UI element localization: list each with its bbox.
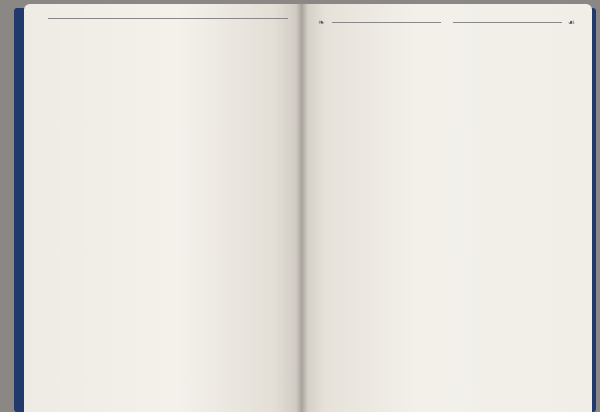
right-running-header bbox=[318, 18, 576, 27]
left-running-header bbox=[42, 18, 288, 19]
left-header-rule bbox=[48, 18, 288, 19]
left-ornament-icon: ❧ bbox=[318, 18, 326, 27]
right-header-rule-left bbox=[332, 22, 441, 23]
page-gutter-shadow bbox=[296, 4, 308, 412]
right-header-rule-right bbox=[453, 22, 562, 23]
left-page bbox=[24, 4, 302, 412]
right-page bbox=[302, 4, 592, 412]
right-ornament-icon: ☙ bbox=[567, 18, 576, 27]
